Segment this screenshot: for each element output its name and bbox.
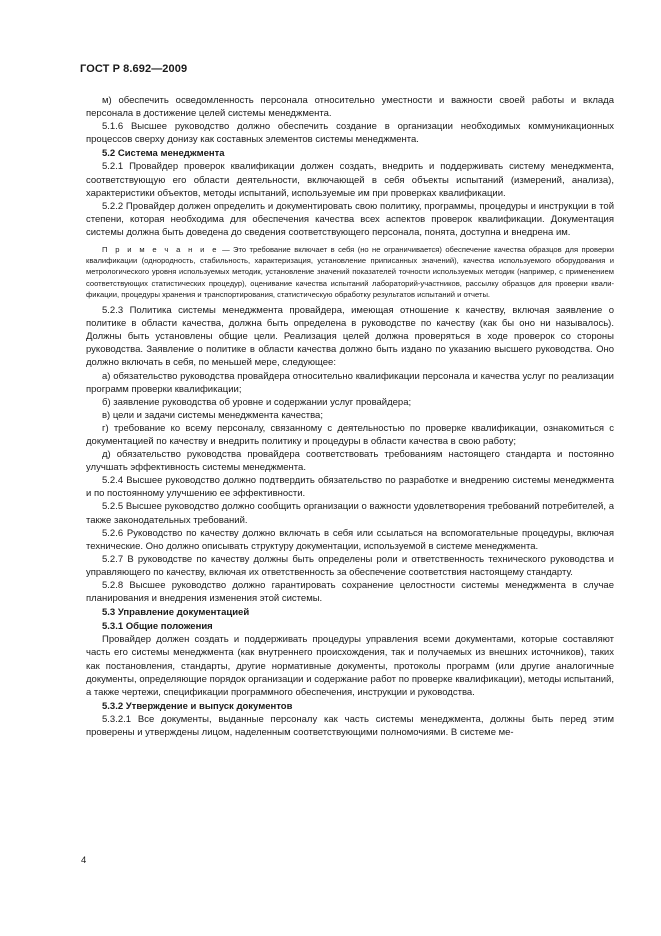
list-item: г) требование ко всему персоналу, связанному с деятельностью по проверке квалификации, ознакомиться с документацией по качеству и внедрить политику и процедуры в области качества в свою работу; [86,422,614,447]
page-body [86,94,614,739]
paragraph: Провайдер должен создать и поддерживать процедуры управления всеми документами, которые составляют часть его системы менеджмента (как внутреннего происхождения, так и получаемых из внешних источников), таких как постановления, стандарты, другие нормативные документы, протоколы программ (или другие аналогичные документы, определяющие порядок организации и содержание работ по проверке квалификации), методы испытаний, а также чертежи, спецификации программного обеспечения, инструкции и руководства. [86,634,614,698]
document-id: ГОСТ Р 8.692—2009 [80,63,188,75]
paragraph: 5.2.8 Высшее руководство должно гарантировать сохранение целостности системы менеджмента в случае планирования и внедрения изменения этой системы. [86,580,614,605]
paragraph: 5.2.7 В руководстве по качеству должны быть определены роли и ответственность технического руководства и управляющего по качеству, включая их ответственность за обеспечение соответствия настоящему стандарту. [86,553,614,578]
section-heading: 5.2 Система менеджмента [102,148,225,160]
list-item: д) обязательство руководства провайдера соответствовать требованиям настоящего стандарта и постоянно улучшать эффективность системы менеджмента. [86,449,614,474]
list-item: а) обязательство руководства провайдера относительно квалификации персонала и качества услуг по реализации программ проверки квалификации; [86,370,614,395]
page-number: 4 [81,855,87,866]
paragraph: м) обеспечить осведомленность персонала относительно уместности и важности своей работы и вклада персонала в достижение целей системы менеджмента. [86,95,614,120]
paragraph: 5.2.4 Высшее руководство должно подтвердить обязательство по разработке и внедрению системы менеджмента и по постоянному улучшению ее эффективности. [86,475,614,500]
note-text: — Это требование включает в себя (но не ограничивается) обеспечение качества образцов для проверки квалификации (однородность, стабильность, характеризация, установление приписанных значений), качества используемого оборудования и метрологического уровня используемых методик, установление значений показателей точности используемых методик (например, с применением соответствующих статистических процедур), оценивание качества испытаний лабораторий-участников, рассылку образцов для проверки квалификации, процедуры хранения и транспортирования, статистическую обработку результатов испытаний и отчеты. [86,245,614,299]
paragraph: 5.2.5 Высшее руководство должно сообщить организации о важности удовлетворения требований потребителей, а также законодательных требований. [86,501,614,526]
list-item: в) цели и задачи системы менеджмента качества; [102,409,323,421]
paragraph: 5.3.2.1 Все документы, выданные персоналу как часть системы менеджмента, должны быть перед этим проверены и утверждены лицом, наделенным соответствующими полномочиями. В системе ме- [86,713,614,739]
section-heading: 5.3 Управление документацией [102,607,250,619]
paragraph: 5.1.6 Высшее руководство должно обеспечить создание в организации необходимых коммуникационных процессов сверху донизу как составных элементов системы менеджмента. [86,121,614,146]
subsection-heading: 5.3.1 Общие положения [102,621,213,633]
paragraph: 5.2.1 Провайдер проверок квалификации должен создать, внедрить и поддерживать систему менеджмента, соответствующую его области деятельности, включающей в себя объекты испытаний (измерений, анализа), характеристики объектов, методы испытаний, используемые им при проверках квалификации. [86,161,614,199]
list-item: б) заявление руководства об уровне и содержании услуг провайдера; [102,396,412,408]
note [86,244,614,300]
subsection-heading: 5.3.2 Утверждение и выпуск документов [102,700,293,712]
note-label: П р и м е ч а н и е [102,245,219,255]
paragraph: 5.2.6 Руководство по качеству должно включать в себя или ссылаться на вспомогательные процедуры, включая технические. Оно должно описывать структуру документации, используемой в системе менеджмента. [86,527,614,552]
paragraph: 5.2.3 Политика системы менеджмента провайдера, имеющая отношение к качеству, включая заявление о политике в области качества, должна быть определена в руководстве по качеству (как бы оно ни называлось). Должны быть установлены общие цели. Реализация целей должна проверяться в ходе проверок со стороны руководства. Заявление о политике в области качества должно быть издано по указанию высшего руководства. Оно должно включать в себя, по меньшей мере, следующее: [86,305,614,369]
paragraph: 5.2.2 Провайдер должен определить и документировать свою политику, программы, процедуры и инструкции в той степени, которая необходима для обеспечения качества всех аспектов проверок квалификации. Документация системы должна быть доведена до сведения соответствующего персонала, понята, доступна и внедрена им. [86,200,614,238]
